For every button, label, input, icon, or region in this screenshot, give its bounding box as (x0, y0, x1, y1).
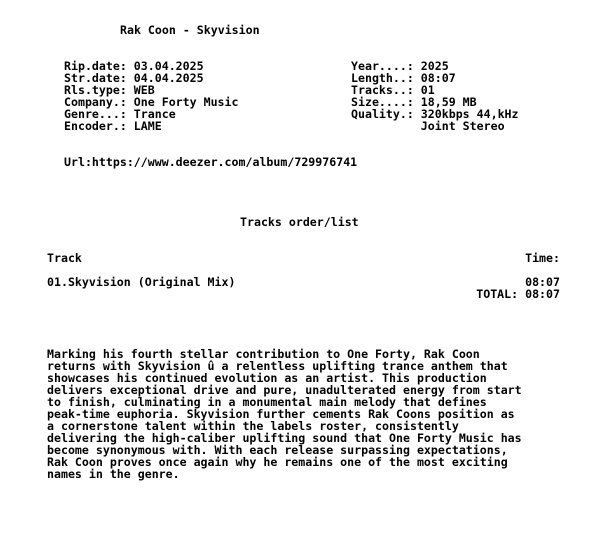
description-line: Marking his fourth stellar contribution to One Forty, Rak Coon (47, 347, 480, 361)
description-line: names in the genre. (47, 467, 180, 481)
total-time: TOTAL: 08:07 (476, 287, 560, 301)
description-line: become synonymous with. With each release surpassing expectations, (47, 443, 508, 457)
info-release-type: Rls.type: WEB (64, 83, 155, 97)
info-length: Length..: 08:07 (351, 71, 456, 85)
track-name: 01.Skyvision (Original Mix) (47, 275, 236, 289)
info-str-date: Str.date: 04.04.2025 (64, 71, 204, 85)
description-line: delivers exceptional drive and pure, unadulterated energy from start (47, 383, 522, 397)
info-company: Company.: One Forty Music (64, 95, 239, 109)
track-column-label: Track (47, 251, 82, 265)
description-line: peak-time euphoria. Skyvision further cements Rak Coons position as (47, 407, 515, 421)
info-size: Size....: 18,59 MB (351, 95, 477, 109)
info-quality: Quality.: 320kbps 44,kHz (351, 107, 519, 121)
description-line: delivering the high-caliber uplifting sound that One Forty Music has (47, 431, 522, 445)
track-time: 08:07 (525, 275, 560, 289)
info-genre: Genre...: Trance (64, 107, 176, 121)
info-channel-mode: Joint Stereo (351, 119, 505, 133)
info-rip-date: Rip.date: 03.04.2025 (64, 59, 204, 73)
description-line: Rak Coon proves once again why he remains one of the most exciting (47, 455, 508, 469)
description-line: to finish, culminating in a monumental main melody that defines (47, 395, 487, 409)
info-year: Year....: 2025 (351, 59, 449, 73)
time-column-label: Time: (525, 251, 560, 265)
info-tracks: Tracks..: 01 (351, 83, 435, 97)
info-encoder: Encoder.: LAME (64, 119, 162, 133)
description-line: returns with Skyvision û a relentless uplifting trance anthem that (47, 359, 508, 373)
release-description (47, 348, 597, 480)
description-line: showcases his continued evolution as an artist. This production (47, 371, 487, 385)
description-line: a cornerstone talent within the labels roster, consistently (47, 419, 459, 433)
album-url: Url:https://www.deezer.com/album/729976741 (64, 155, 358, 169)
tracks-heading: Tracks order/list (240, 215, 359, 229)
release-title: Rak Coon - Skyvision (120, 23, 260, 37)
